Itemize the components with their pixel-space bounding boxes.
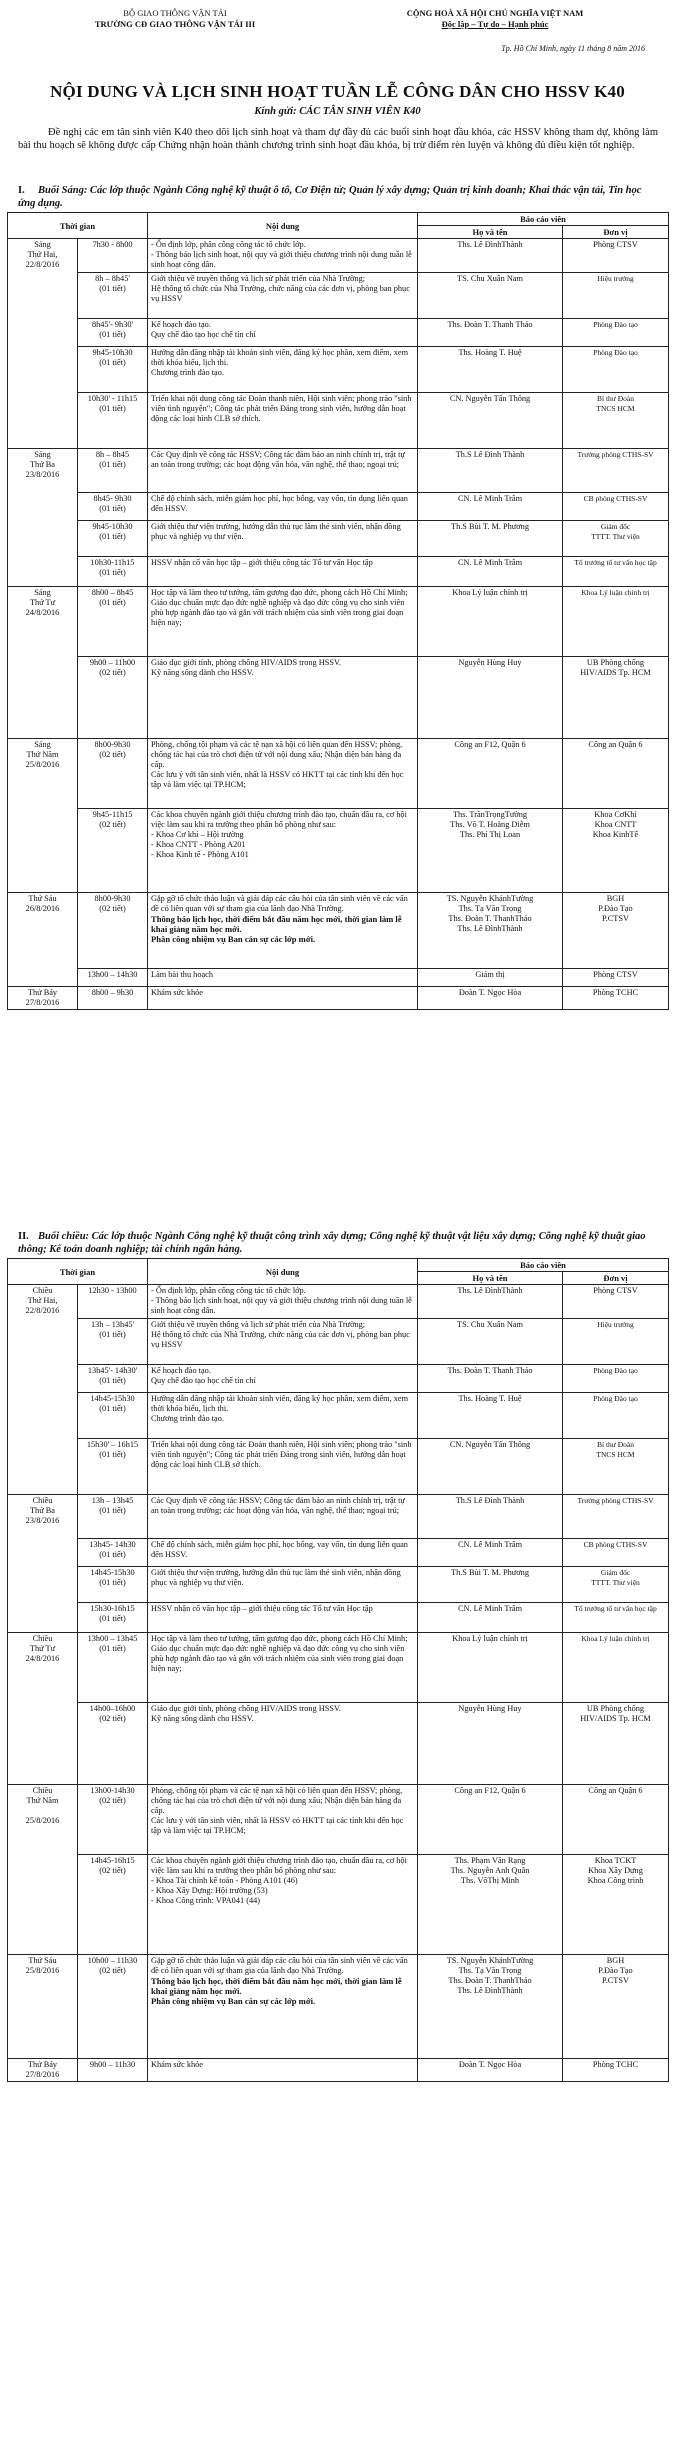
table-row	[8, 809, 669, 893]
content-cell: Giáo dục giới tính, phòng chống HIV/AIDS trong HSSV. Kỹ năng sống dành cho HSSV.	[148, 1703, 418, 1785]
table-row	[8, 1393, 669, 1439]
content-cell: Hướng dẫn đăng nhập tài khoản sinh viên, đăng ký học phần, xem điểm, xem thời khóa biểu, lịch thi. Chương trình đào tạo.	[148, 1393, 418, 1439]
time-cell: 8h00-9h30 (02 tiết)	[78, 893, 148, 969]
content-cell: Kế hoạch đào tạo. Quy chế đào tạo học chế tín chỉ	[148, 1365, 418, 1393]
time-cell: 13h45'- 14h30' (01 tiết)	[78, 1365, 148, 1393]
table-row	[8, 1603, 669, 1633]
content-cell: Gặp gỡ tổ chức thảo luận và giải đáp các câu hỏi của tân sinh viên về các vấn đề có liên quan với sự tham gia của lãnh đạo Nhà Trường. Thông báo lịch học, thời điểm bắt đầu năm học mới, thời gian làm lễ khai giảng năm học mới. Phân công nhiệm vụ Ban cán sự các lớp mới.	[148, 1955, 418, 2059]
day-cell: Chiều Thứ Hai, 22/8/2016	[8, 1285, 78, 1495]
reporter-name-cell: Th.S Bùi T. M. Phương	[418, 1567, 563, 1603]
section-1-title: Buổi Sáng: Các lớp thuộc Ngành Công nghệ kỹ thuật ô tô, Cơ Điện tử; Quản lý xây dựng; Quản trị kinh doanh; Khai thác vận tải, Tin học ứng dụng.	[18, 185, 642, 209]
reporter-unit-cell: Khoa Lý luận chính trị	[563, 587, 669, 657]
time-cell: 8h – 8h45' (01 tiết)	[78, 273, 148, 319]
table-row	[8, 587, 669, 657]
content-cell: Học tập và làm theo tư tưởng, tấm gương đạo đức, phong cách Hồ Chí Minh; Giáo dục chuẩn mực đạo đức nghề nghiệp và đạo đức công vụ cho sinh viên phù hợp ngành đào tạo và gắn với trách nhiệm của sinh viên trong giai đoạn hiện nay;	[148, 1633, 418, 1703]
header-time: Thời gian	[8, 213, 148, 239]
reporter-unit-cell: Hiệu trưởng	[563, 1319, 669, 1365]
header-reporter: Báo cáo viên	[418, 1259, 669, 1272]
reporter-unit-cell: UB Phòng chống HIV/AIDS Tp. HCM	[563, 1703, 669, 1785]
table-row	[8, 239, 669, 273]
time-cell: 10h30-11h15 (01 tiết)	[78, 557, 148, 587]
reporter-unit-cell: Tổ trưởng tổ tư vấn học tập	[563, 557, 669, 587]
table-row	[8, 657, 669, 739]
content-cell: Các khoa chuyên ngành giới thiệu chương trình đào tạo, chuẩn đầu ra, cơ hội việc làm sau khi ra trường theo phân bổ phòng như sau: - Khoa Tài chính kế toán - Phòng A101 (46) - Khoa Xây Dựng: Hội trường (53) - Khoa Công trình: VPA041 (44)	[148, 1855, 418, 1955]
reporter-name-cell: Nguyễn Hùng Huy	[418, 1703, 563, 1785]
reporter-name-cell: Đoàn T. Ngọc Hòa	[418, 2059, 563, 2082]
reporter-unit-cell: Tổ trưởng tổ tư vấn học tập	[563, 1603, 669, 1633]
time-cell: 10h00 – 11h30 (02 tiết)	[78, 1955, 148, 2059]
time-cell: 8h45'- 9h30' (01 tiết)	[78, 319, 148, 347]
time-cell: 13h45- 14h30 (01 tiết)	[78, 1539, 148, 1567]
reporter-name-cell: Ths. Hoàng T. Huệ	[418, 1393, 563, 1439]
reporter-name-cell: Th.S Bùi T. M. Phương	[418, 521, 563, 557]
content-cell: Học tập và làm theo tư tưởng, tấm gương đạo đức, phong cách Hồ Chí Minh; Giáo dục chuẩn mực đạo đức nghề nghiệp và đạo đức công vụ cho sinh viên phù hợp ngành đào tạo và gắn với trách nhiệm của sinh viên trong giai đoạn hiện nay;	[148, 587, 418, 657]
content-cell: Phòng, chống tội phạm và các tệ nạn xã hội có liên quan đến HSSV; phòng, chống tác hại của trò chơi điện tử với nội dung xấu; Nhận diện bán hàng đa cấp. Các lưu ý với tân sinh viên, nhất là HSSV có HKTT tại các tỉnh khi đến học tập và làm việc tại TP.HCM;	[148, 1785, 418, 1855]
time-cell: 8h – 8h45 (01 tiết)	[78, 449, 148, 493]
reporter-name-cell: Ths. Lê ĐìnhThành	[418, 239, 563, 273]
reporter-name-cell: Ths. TrầnTrọngTường Ths. Võ T. Hoàng Diễm Ths. Phí Thị Loan	[418, 809, 563, 893]
content-cell: Triển khai nội dung công tác Đoàn thanh niên, Hội sinh viên; phong trào "sinh viên tình nguyện"; Công tác phát triển Đảng trong sinh viên, hướng dẫn hoạt động các loại hình CLB sở thích.	[148, 1439, 418, 1495]
time-cell: 13h00 – 14h30	[78, 969, 148, 987]
reporter-name-cell: TS. Nguyễn KhánhTường Ths. Tạ Văn Trọng Ths. Đoàn T. ThanhThảo Ths. Lê ĐìnhThành	[418, 1955, 563, 2059]
reporter-name-cell: Th.S Lê Đình Thành	[418, 1495, 563, 1539]
reporter-name-cell: Ths. Lê ĐìnhThành	[418, 1285, 563, 1319]
school-name: TRƯỜNG CĐ GIAO THÔNG VẬN TẢI III	[94, 19, 256, 29]
table-row	[8, 1955, 669, 2059]
reporter-unit-cell: CB phòng CTHS-SV	[563, 493, 669, 521]
content-cell: Các Quy định về công tác HSSV; Công tác đảm bảo an ninh chính trị, trật tự an toàn trong trường; các hoạt động văn hóa, văn nghệ, thể thao; ngoại trú;	[148, 449, 418, 493]
table-row	[8, 1495, 669, 1539]
table-row	[8, 1439, 669, 1495]
table-row	[8, 1703, 669, 1785]
reporter-unit-cell: Phòng TCHC	[563, 2059, 669, 2082]
content-cell: Khám sức khỏe	[148, 2059, 418, 2082]
reporter-name-cell: TS. Chu Xuân Nam	[418, 1319, 563, 1365]
table-row	[8, 1567, 669, 1603]
schedule-table-morning	[7, 212, 669, 1010]
reporter-unit-cell: Trưởng phòng CTHS-SV	[563, 449, 669, 493]
reporter-unit-cell: Phòng CTSV	[563, 1285, 669, 1319]
reporter-unit-cell: UB Phòng chống HIV/AIDS Tp. HCM	[563, 657, 669, 739]
time-cell: 9h45-10h30 (01 tiết)	[78, 521, 148, 557]
reporter-name-cell: CN. Lê Minh Trâm	[418, 493, 563, 521]
reporter-unit-cell: Khoa TCKT Khoa Xây Dựng Khoa Công trình	[563, 1855, 669, 1955]
place-date: Tp. Hồ Chí Minh, ngày 11 tháng 8 năm 2016	[501, 44, 645, 53]
time-cell: 13h – 13h45 (01 tiết)	[78, 1495, 148, 1539]
reporter-name-cell: Khoa Lý luận chính trị	[418, 587, 563, 657]
time-cell: 12h30 - 13h00	[78, 1285, 148, 1319]
reporter-unit-cell: Bí thư Đoàn TNCS HCM	[563, 1439, 669, 1495]
time-cell: 14h45-15h30 (01 tiết)	[78, 1393, 148, 1439]
table-row	[8, 1633, 669, 1703]
content-cell: Giới thiệu về truyền thống và lịch sử phát triển của Nhà Trường; Hệ thống tổ chức của Nhà Trường, chức năng của các đơn vị, phòng ban phục vụ HSSV	[148, 1319, 418, 1365]
time-cell: 8h00 – 8h45 (01 tiết)	[78, 587, 148, 657]
section-2-title: Buổi chiều: Các lớp thuộc Ngành Công nghệ kỹ thuật công trình xây dựng; Công nghệ kỹ thuật vật liệu xây dựng; Công nghệ kỹ thuật giao thông; Kế toán doanh nghiệp; tài chính ngân hàng.	[18, 1231, 646, 1255]
content-cell: Làm bài thu hoạch	[148, 969, 418, 987]
day-cell: Chiều Thứ Ba 23/8/2016	[8, 1495, 78, 1633]
national-header	[345, 8, 645, 30]
table-row	[8, 393, 669, 449]
table-row	[8, 493, 669, 521]
table-row	[8, 1855, 669, 1955]
table-row	[8, 1365, 669, 1393]
reporter-name-cell: CN. Nguyễn Tấn Thông	[418, 393, 563, 449]
reporter-unit-cell: Phòng Đào tạo	[563, 1393, 669, 1439]
content-cell: - Ổn định lớp, phân công công tác tổ chức lớp. - Thông báo lịch sinh hoạt, nội quy và giới thiệu chương trình nội dung tuần lễ sinh hoạt công dân.	[148, 1285, 418, 1319]
header-unit: Đơn vị	[563, 1272, 669, 1285]
reporter-unit-cell: Bí thư Đoàn TNCS HCM	[563, 393, 669, 449]
reporter-name-cell: Công an F12, Quận 6	[418, 1785, 563, 1855]
content-cell: Phòng, chống tội phạm và các tệ nạn xã hội có liên quan đến HSSV; phòng, chống tác hại của trò chơi điện tử với nội dung xấu; Nhận diện bán hàng đa cấp. Các lưu ý với tân sinh viên, nhất là HSSV có HKTT tại các tỉnh khi đến học tập và làm việc tại TP.HCM;	[148, 739, 418, 809]
reporter-name-cell: CN. Nguyễn Tấn Thông	[418, 1439, 563, 1495]
reporter-name-cell: Ths. Đoàn T. Thanh Thảo	[418, 319, 563, 347]
table-row	[8, 347, 669, 393]
table-row	[8, 987, 669, 1010]
reporter-name-cell: Khoa Lý luận chính trị	[418, 1633, 563, 1703]
day-cell: Thứ Bảy 27/8/2016	[8, 987, 78, 1010]
time-cell: 13h – 13h45' (01 tiết)	[78, 1319, 148, 1365]
day-cell: Sáng Thứ Tư 24/8/2016	[8, 587, 78, 739]
reporter-unit-cell: BGH P.Đào Tạo P.CTSV	[563, 1955, 669, 2059]
reporter-unit-cell: BGH P.Đào Tạo P.CTSV	[563, 893, 669, 969]
content-cell: Chế độ chính sách, miễn giảm học phí, học bổng, vay vốn, tín dụng liên quan đến HSSV.	[148, 493, 418, 521]
table-row	[8, 969, 669, 987]
reporter-unit-cell: Phòng Đào tạo	[563, 347, 669, 393]
reporter-unit-cell: Khoa CơKhí Khoa CNTT Khoa KinhTế	[563, 809, 669, 893]
table-row	[8, 449, 669, 493]
reporter-unit-cell: Trưởng phòng CTHS-SV	[563, 1495, 669, 1539]
reporter-unit-cell: Hiệu trưởng	[563, 273, 669, 319]
reporter-name-cell: Ths. Đoàn T. Thanh Thảo	[418, 1365, 563, 1393]
table-row	[8, 2059, 669, 2082]
content-cell: Kế hoạch đào tạo. Quy chế đào tạo học chế tín chỉ	[148, 319, 418, 347]
time-cell: 8h45- 9h30 (01 tiết)	[78, 493, 148, 521]
table-row	[8, 521, 669, 557]
header-name: Họ và tên	[418, 226, 563, 239]
reporter-unit-cell: Giám đốc TTTT. Thư viện	[563, 521, 669, 557]
time-cell: 8h00 – 9h30	[78, 987, 148, 1010]
day-cell: Thứ Bảy 27/8/2016	[8, 2059, 78, 2082]
content-cell: HSSV nhận cố vấn học tập – giới thiệu công tác Tổ tư vấn Học tập	[148, 557, 418, 587]
time-cell: 14h45-16h15 (02 tiết)	[78, 1855, 148, 1955]
content-cell: Chế độ chính sách, miễn giảm học phí, học bổng, vay vốn, tín dụng liên quan đến HSSV.	[148, 1539, 418, 1567]
content-cell: Giáo dục giới tính, phòng chống HIV/AIDS trong HSSV. Kỹ năng sống dành cho HSSV.	[148, 657, 418, 739]
reporter-name-cell: TS. Nguyễn KhánhTường Ths. Tạ Văn Trọng Ths. Đoàn T. ThanhThảo Ths. Lê ĐìnhThành	[418, 893, 563, 969]
section-2-number: II.	[18, 1231, 29, 1242]
reporter-unit-cell: Công an Quận 6	[563, 1785, 669, 1855]
time-cell: 8h00-9h30 (02 tiết)	[78, 739, 148, 809]
header-content: Nội dung	[148, 1259, 418, 1285]
reporter-name-cell: CN. Lê Minh Trâm	[418, 1603, 563, 1633]
time-cell: 13h00 – 13h45 (01 tiết)	[78, 1633, 148, 1703]
time-cell: 9h45-11h15 (02 tiết)	[78, 809, 148, 893]
reporter-name-cell: CN. Lê Minh Trâm	[418, 557, 563, 587]
day-cell: Thứ Sáu 26/8/2016	[8, 893, 78, 987]
content-cell: Hướng dẫn đăng nhập tài khoản sinh viên, đăng ký học phần, xem điểm, xem thời khóa biểu, lịch thi. Chương trình đào tạo.	[148, 347, 418, 393]
time-cell: 7h30 - 8h00	[78, 239, 148, 273]
reporter-unit-cell: Phòng CTSV	[563, 969, 669, 987]
reporter-name-cell: Nguyễn Hùng Huy	[418, 657, 563, 739]
reporter-unit-cell: Phòng Đào tạo	[563, 319, 669, 347]
ministry-header	[50, 8, 300, 30]
content-cell: Khám sức khỏe	[148, 987, 418, 1010]
day-cell: Chiều Thứ Năm 25/8/2016	[8, 1785, 78, 1955]
time-cell: 14h45-15h30 (01 tiết)	[78, 1567, 148, 1603]
reporter-unit-cell: CB phòng CTHS-SV	[563, 1539, 669, 1567]
time-cell: 14h00–16h00 (02 tiết)	[78, 1703, 148, 1785]
reporter-unit-cell: Khoa Lý luận chính trị	[563, 1633, 669, 1703]
page-title: NỘI DUNG VÀ LỊCH SINH HOẠT TUẦN LỄ CÔNG DÂN CHO HSSV K40	[50, 82, 625, 101]
day-cell: Sáng Thứ Hai, 22/8/2016	[8, 239, 78, 449]
section-1-number: I.	[18, 185, 25, 196]
table-row	[8, 1539, 669, 1567]
content-highlight: Thông báo lịch học, thời điểm bắt đầu năm học mới, thời gian làm lễ khai giảng năm học mới. Phân công nhiệm vụ Ban cán sự các lớp mới.	[151, 1976, 402, 2006]
reporter-name-cell: CN. Lê Minh Trâm	[418, 1539, 563, 1567]
reporter-name-cell: Giám thị	[418, 969, 563, 987]
time-cell: 15h30-16h15 (01 tiết)	[78, 1603, 148, 1633]
table-row	[8, 319, 669, 347]
content-cell: Gặp gỡ tổ chức thảo luận và giải đáp các câu hỏi của tân sinh viên về các vấn đề có liên quan với sự tham gia của lãnh đạo Nhà Trường. Thông báo lịch học, thời điểm bắt đầu năm học mới, thời gian làm lễ khai giảng năm học mới. Phân công nhiệm vụ Ban cán sự các lớp mới.	[148, 893, 418, 969]
table-row	[8, 1785, 669, 1855]
reporter-name-cell: Th.S Lê Đình Thành	[418, 449, 563, 493]
time-cell: 13h00-14h30 (02 tiết)	[78, 1785, 148, 1855]
reporter-unit-cell: Phòng Đào tạo	[563, 1365, 669, 1393]
content-cell: Giới thiệu về truyền thống và lịch sử phát triển của Nhà Trường; Hệ thống tổ chức của Nhà Trường, chức năng của các đơn vị, phòng ban phục vụ HSSV	[148, 273, 418, 319]
time-cell: 9h00 – 11h00 (02 tiết)	[78, 657, 148, 739]
schedule-table-afternoon	[7, 1258, 669, 2082]
motto: Độc lập – Tự do – Hạnh phúc	[441, 19, 549, 29]
reporter-name-cell: Ths. Hoàng T. Huệ	[418, 347, 563, 393]
content-cell: Các Quy định về công tác HSSV; Công tác đảm bảo an ninh chính trị, trật tự an toàn trong trường; các hoạt động văn hóa, văn nghệ, thể thao; ngoại trú;	[148, 1495, 418, 1539]
intro-paragraph: Đề nghị các em tân sinh viên K40 theo dõi lịch sinh hoạt và tham dự đầy đủ các buổi sinh hoạt đầu khóa, các HSSV không tham dự, không làm bài thu hoạch sẽ không được cấp Chứng nhận hoàn thành chương trình sinh hoạt đầu khóa, bị trừ điểm rèn luyện và không đủ điều kiện tốt nghiệp.	[18, 127, 658, 151]
time-cell: 9h00 – 11h30	[78, 2059, 148, 2082]
reporter-unit-cell: Phòng CTSV	[563, 239, 669, 273]
table-row	[8, 273, 669, 319]
content-cell: Triển khai nội dung công tác Đoàn thanh niên, Hội sinh viên; phong trào "sinh viên tình nguyện"; Công tác phát triển Đảng trong sinh viên, hướng dẫn hoạt động các loại hình CLB sở thích.	[148, 393, 418, 449]
header-name: Họ và tên	[418, 1272, 563, 1285]
content-cell: Giới thiệu thư viện trường, hướng dẫn thủ tục làm thẻ sinh viên, nhận đồng phục và nghiệp vụ thư viện.	[148, 1567, 418, 1603]
reporter-name-cell: Đoàn T. Ngọc Hòa	[418, 987, 563, 1010]
section-1-heading	[18, 184, 658, 210]
recipient-line: Kính gửi: CÁC TÂN SINH VIÊN K40	[254, 106, 421, 117]
content-cell: - Ổn định lớp, phân công công tác tổ chức lớp. - Thông báo lịch sinh hoạt, nội quy và giới thiệu chương trình nội dung tuần lễ sinh hoạt công dân.	[148, 239, 418, 273]
day-cell: Sáng Thứ Năm 25/8/2016	[8, 739, 78, 893]
table-row	[8, 893, 669, 969]
header-time: Thời gian	[8, 1259, 148, 1285]
header-unit: Đơn vị	[563, 226, 669, 239]
country-name: CỘNG HOÀ XÃ HỘI CHỦ NGHĨA VIỆT NAM	[406, 8, 584, 18]
table-row	[8, 557, 669, 587]
time-cell: 9h45-10h30 (01 tiết)	[78, 347, 148, 393]
reporter-name-cell: TS. Chu Xuân Nam	[418, 273, 563, 319]
header-content: Nội dung	[148, 213, 418, 239]
section-2-heading	[18, 1230, 658, 1256]
content-cell: Giới thiệu thư viện trường, hướng dẫn thủ tục làm thẻ sinh viên, nhận đồng phục và nghiệp vụ thư viện.	[148, 521, 418, 557]
day-cell: Thứ Sáu 25/8/2016	[8, 1955, 78, 2059]
reporter-unit-cell: Phòng TCHC	[563, 987, 669, 1010]
day-cell: Sáng Thứ Ba 23/8/2016	[8, 449, 78, 587]
table-row	[8, 1285, 669, 1319]
content-cell: Các khoa chuyên ngành giới thiệu chương trình đào tạo, chuẩn đầu ra, cơ hội việc làm sau khi ra trường theo phân bổ phòng như sau: - Khoa Cơ khí – Hội trường - Khoa CNTT - Phòng A201 - Khoa Kinh tế - Phòng A101	[148, 809, 418, 893]
reporter-name-cell: Ths. Phạm Văn Rạng Ths. Nguyễn Anh Quân Ths. VõThị Minh	[418, 1855, 563, 1955]
reporter-name-cell: Công an F12, Quận 6	[418, 739, 563, 809]
content-cell: HSSV nhận cố vấn học tập – giới thiệu công tác Tổ tư vấn Học tập	[148, 1603, 418, 1633]
time-cell: 10h30' - 11h15 (01 tiết)	[78, 393, 148, 449]
content-highlight: Thông báo lịch học, thời điểm bắt đầu năm học mới, thời gian làm lễ khai giảng năm học mới. Phân công nhiệm vụ Ban cán sự các lớp mới.	[151, 914, 402, 944]
reporter-unit-cell: Giám đốc TTTT. Thư viện	[563, 1567, 669, 1603]
ministry-name: BỘ GIAO THÔNG VẬN TẢI	[123, 8, 227, 18]
reporter-unit-cell: Công an Quận 6	[563, 739, 669, 809]
time-cell: 15h30' – 16h15 (01 tiết)	[78, 1439, 148, 1495]
table-row	[8, 1319, 669, 1365]
day-cell: Chiều Thứ Tư 24/8/2016	[8, 1633, 78, 1785]
header-reporter: Báo cáo viên	[418, 213, 669, 226]
table-row	[8, 739, 669, 809]
